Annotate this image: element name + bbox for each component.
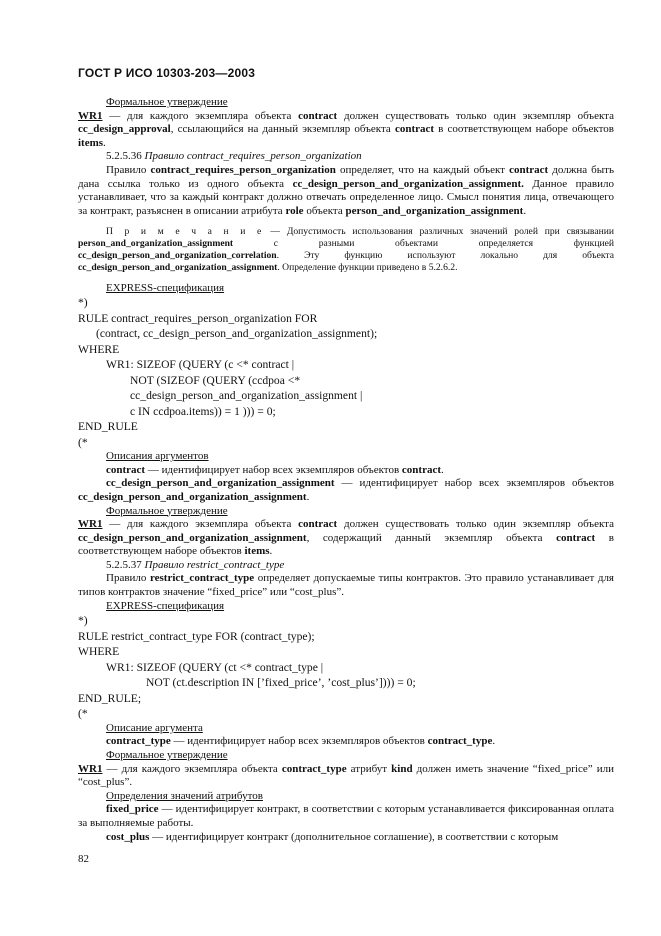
page-header: ГОСТ Р ИСО 10303-203—2003 (78, 66, 256, 80)
express-code-block (78, 295, 614, 450)
attribute-cost-plus: cost_plus — идентифицирует контракт (дополнительное соглашение), в соответствии с которым (106, 830, 559, 843)
express-code-block (78, 613, 614, 722)
section-heading-5-2-5-36: 5.2.5.36 Правило contract_requires_person_organization (106, 150, 362, 163)
code-line: NOT (ct.description IN [’fixed_price’, ’cost_plus’]))) = 0; (146, 676, 416, 690)
formal-statement-paragraph: WR1 — для каждого экземпляра объекта contract должен существовать только один экземпляр объекта cc_design_person_and_organization_assignment, содержащий данный экземпляр объекта contract в соответствующем наборе объектов items. (78, 518, 614, 558)
argument-ccdpoa: cc_design_person_and_organization_assignment — идентифицирует набор всех экземпляров объектов cc_design_person_and_organization_assignment. (78, 477, 614, 503)
attribute-values-heading: Определения значений атрибутов (106, 789, 263, 802)
rule-description: Правило restrict_contract_type определяет допускаемые типы контрактов. Это правило устанавливает для типов контрактов значение “fixed_price” или “cost_plus”. (78, 572, 614, 599)
formal-statement-heading: Формальное утверждение (106, 504, 228, 517)
code-line: WHERE (78, 342, 120, 356)
code-line: WHERE (78, 645, 120, 659)
page-number: 82 (78, 853, 89, 865)
formal-statement-heading: Формальное утверждение (106, 96, 228, 108)
code-line: *) (78, 614, 88, 628)
formal-statement-paragraph: WR1 — для каждого экземпляра объекта contract_type атрибут kind должен иметь значение “fixed_price” или “cost_plus”. (78, 762, 614, 789)
argument-heading: Описание аргумента (106, 721, 203, 734)
arguments-heading: Описания аргументов (106, 450, 209, 463)
code-line: (* (78, 435, 88, 449)
code-line: END_RULE; (78, 691, 142, 705)
code-line: RULE contract_requires_person_organization FOR (78, 311, 318, 325)
code-line: WR1: SIZEOF (QUERY (ct <* contract_type | (106, 660, 324, 674)
code-line: RULE restrict_contract_type FOR (contract_type); (78, 629, 315, 643)
code-line: c IN ccdpoa.items)) = 1 ))) = 0; (130, 404, 276, 418)
express-spec-heading: EXPRESS-спецификация (106, 281, 225, 294)
code-line: WR1: SIZEOF (QUERY (c <* contract | (106, 358, 295, 372)
formal-statement-paragraph: WR1 — для каждого экземпляра объекта contract должен существовать только один экземпляр объекта cc_design_approval, ссылающийся на данный экземпляр объекта contract в соответствующем наборе объектов items. (78, 109, 614, 149)
attribute-fixed-price: fixed_price — идентифицирует контракт, в соответствии с которым устанавливается фиксированная оплата за выполняемые работы. (78, 803, 614, 829)
rule-description: Правило contract_requires_person_organization определяет, что на каждый объект contract должна быть дана ссылка только из одного объекта cc_design_person_and_organization_assignment. Данное правило устанавливает, что за каждый контракт должно отвечать определенное лицо. Смысл понятия лица, отвечающего за контракт, разъяснен в описании атрибута role объекта person_and_organization_assignment. (78, 163, 614, 217)
code-line: NOT (SIZEOF (QUERY (ccdpoa <* (130, 373, 301, 387)
express-spec-heading: EXPRESS-спецификация (106, 599, 225, 612)
argument-contract: contract — идентифицирует набор всех экземпляров объектов contract. (106, 463, 444, 476)
code-line: *) (78, 296, 88, 310)
document-body (78, 96, 614, 844)
code-line: END_RULE (78, 420, 138, 434)
code-line: (contract, cc_design_person_and_organization_assignment); (96, 327, 378, 341)
section-heading-5-2-5-37: 5.2.5.37 Правило restrict_contract_type (106, 558, 285, 571)
note-paragraph: П р и м е ч а н и е — Допустимость использования различных значений ролей при связывании person_and_organization_assignment с разными объектами определяется функцией cc_design_person_and_organization_correlation. Эту функцию используют локально для объекта cc_design_person_and_organization_assignment. Определение функции приведено в 5.2.6.2. (78, 226, 614, 273)
code-line: cc_design_person_and_organization_assignment | (130, 389, 363, 403)
argument-contract-type: contract_type — идентифицирует набор всех экземпляров объектов contract_type. (106, 735, 496, 748)
formal-statement-heading: Формальное утверждение (106, 748, 228, 761)
code-line: (* (78, 707, 88, 721)
